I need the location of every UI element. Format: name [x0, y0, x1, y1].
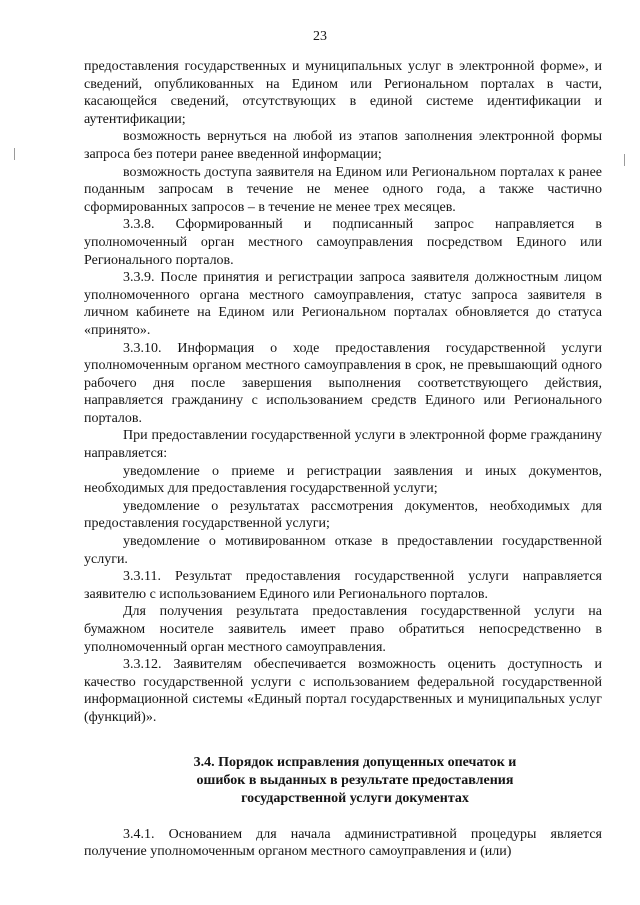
paragraph-return-to-step: возможность вернуться на любой из этапов заполнения электронной формы запроса без потери ранее введенной информации; [84, 129, 602, 162]
paragraph-notice-results: уведомление о результатах рассмотрения документов, необходимых для предоставления государственной услуги; [84, 498, 602, 532]
paragraph-3-3-12: 3.3.12. Заявителям обеспечивается возможность оценить доступность и качество государственной услуги с использованием федеральной государственной информационной системы «Единый портал государственных и муниципальных услуг (функций)». [84, 657, 602, 725]
heading-line-2: ошибок в выданных в результате предоставления [196, 772, 514, 788]
heading-line-1: 3.4. Порядок исправления допущенных опечаток и [193, 754, 517, 770]
scan-margin-mark-right [624, 154, 625, 166]
paragraph-3-3-10: 3.3.10. Информация о ходе предоставления государственной услуги уполномоченным органом местного самоуправления в срок, не превышающий одного рабочего дня после завершения выполнения соответствующего действия, направляется гражданину с использованием средств Единого или Регионального порталов. [84, 340, 602, 426]
scan-margin-mark-left [14, 148, 15, 160]
paragraph-3-4-1: 3.4.1. Основанием для начала административной процедуры является получение уполномоченным органом местного самоуправления и (или) [84, 826, 602, 860]
paragraph-paper-result: Для получения результата предоставления государственной услуги на бумажном носителе заявитель имеет право обратиться непосредственно в уполномоченный орган местного самоуправления. [84, 604, 602, 655]
paragraph-notice-refusal: уведомление о мотивированном отказе в предоставлении государственной услуги. [84, 534, 602, 567]
paragraph-portal-info: предоставления государственных и муниципальных услуг в электронной форме», и сведений, опубликованных на Едином или Региональном порталах в части, касающейся сведений, отсутствующих в единой системе идентификации и аутентификации; [84, 59, 602, 127]
paragraph-notice-registration: уведомление о приеме и регистрации заявления и иных документов, необходимых для предоставления государственной услуги; [84, 463, 602, 497]
page-number: 23 [313, 29, 327, 44]
paragraph-3-3-9: 3.3.9. После принятия и регистрации запроса заявителя должностным лицом уполномоченного органа местного самоуправления, статус запроса заявителя в личном кабинете на Едином или Региональном порталах обновляется до статуса «принято». [84, 270, 602, 338]
paragraph-3-3-11: 3.3.11. Результат предоставления государственной услуги направляется заявителю с использованием Единого или Регионального порталов. [84, 569, 602, 602]
page-body [84, 58, 602, 861]
section-heading-3-4 [84, 754, 602, 808]
paragraph-3-3-8: 3.3.8. Сформированный и подписанный запрос направляется в уполномоченный орган местного самоуправления посредством Единого или Регионального порталов. [84, 217, 602, 268]
paragraph-access-to-requests: возможность доступа заявителя на Едином или Региональном порталах к ранее поданным запросам в течение не менее одного года, а также частично сформированных запросов – в течение не менее трех месяцев. [84, 164, 602, 215]
paragraph-electronic-form: При предоставлении государственной услуги в электронной форме гражданину направляется: [84, 428, 602, 462]
heading-line-3: государственной услуги документах [241, 790, 469, 806]
